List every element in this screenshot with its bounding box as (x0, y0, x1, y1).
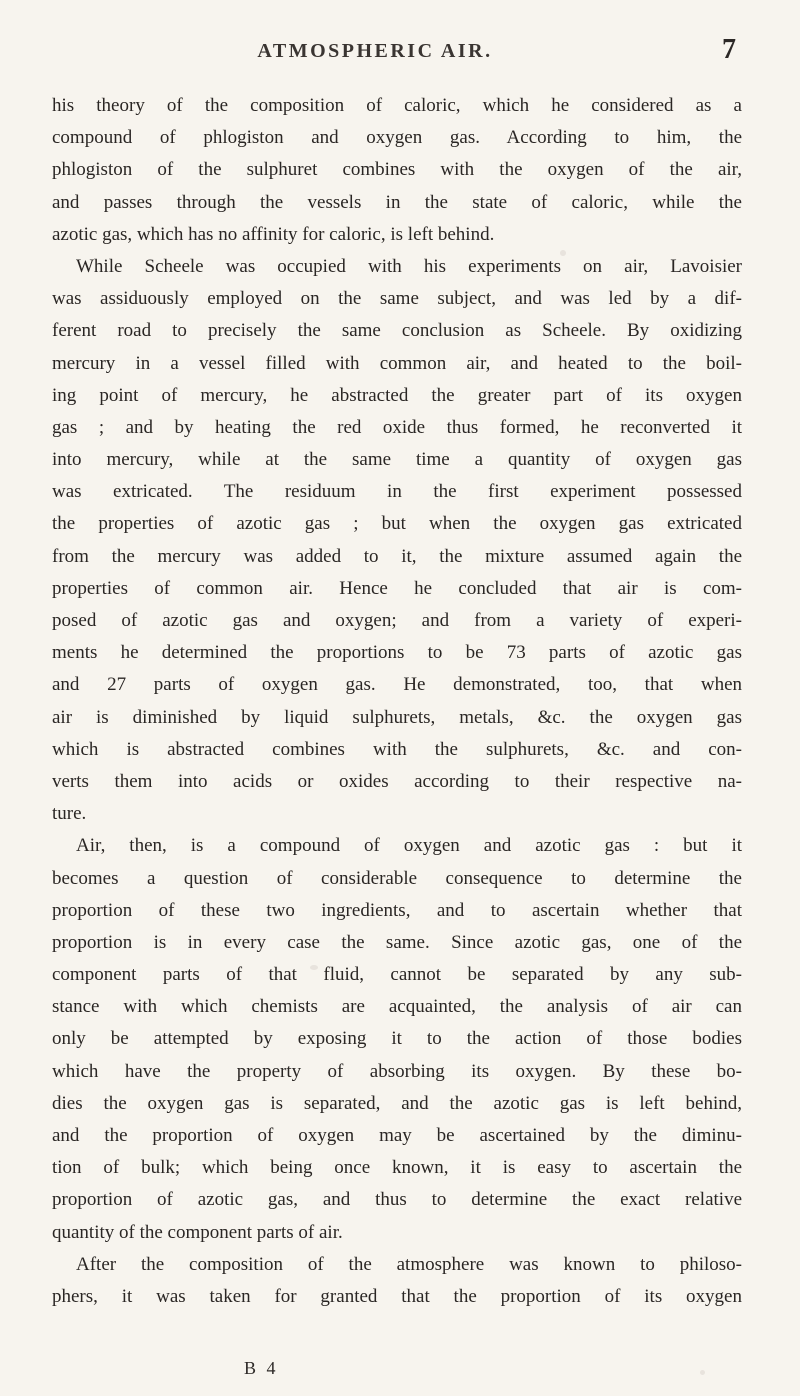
text-line: his theory of the composition of caloric, which he considered as a (52, 95, 742, 116)
text-line: quantity of the component parts of air. (52, 1221, 343, 1243)
text-line: was assiduously employed on the same subject, and was led by a dif- (52, 288, 742, 310)
text-line: proportion of azotic gas, and thus to determine the exact relative (52, 1189, 742, 1211)
text-line: which is abstracted combines with the sulphurets, &c. and con- (52, 738, 742, 760)
text-line: proportion of these two ingredients, and to ascertain whether that (52, 899, 742, 921)
running-title: ATMOSPHERIC AIR. (257, 40, 493, 62)
text-line: ferent road to precisely the same conclusion as Scheele. By oxidizing (52, 320, 742, 342)
body-text (52, 90, 742, 1313)
text-line: was extricated. The residuum in the first experiment possessed (52, 481, 742, 503)
text-line: mercury in a vessel filled with common air, and heated to the boil- (52, 352, 742, 374)
text-line: and passes through the vessels in the state of caloric, while the (52, 191, 742, 213)
text-line: While Scheele was occupied with his experiments on air, Lavoisier (76, 255, 742, 277)
text-line: Air, then, is a compound of oxygen and azotic gas : but it (76, 835, 742, 857)
text-line: properties of common air. Hence he concluded that air is com- (52, 577, 742, 599)
text-line: After the composition of the atmosphere was known to philoso- (76, 1253, 742, 1275)
text-line: posed of azotic gas and oxygen; and from a variety of experi- (52, 610, 742, 631)
text-line: from the mercury was added to it, the mixture assumed again the (52, 545, 742, 567)
signature-mark: B 4 (244, 1358, 279, 1378)
text-line: ing point of mercury, he abstracted the greater part of its oxygen (52, 384, 742, 406)
text-line: air is diminished by liquid sulphurets, metals, &c. the oxygen gas (52, 706, 742, 728)
text-line: only be attempted by exposing it to the action of those bodies (52, 1028, 742, 1050)
paper-blemish (560, 250, 566, 256)
text-line: component parts of that fluid, cannot be separated by any sub- (52, 964, 742, 986)
text-line: verts them into acids or oxides according to their respective na- (52, 770, 742, 792)
text-line: gas ; and by heating the red oxide thus formed, he reconverted it (52, 416, 742, 438)
text-line: proportion is in every case the same. Since azotic gas, one of the (52, 931, 742, 953)
text-line: azotic gas, which has no affinity for caloric, is left behind. (52, 223, 495, 245)
page-number: 7 (722, 34, 736, 65)
text-line: stance with which chemists are acquainted, the analysis of air can (52, 996, 742, 1018)
text-line: the properties of azotic gas ; but when the oxygen gas extricated (52, 513, 742, 535)
text-line: which have the property of absorbing its oxygen. By these bo- (52, 1060, 742, 1082)
text-line: into mercury, while at the same time a quantity of oxygen gas (52, 449, 742, 471)
text-line: compound of phlogiston and oxygen gas. According to him, the (52, 127, 742, 149)
text-line: becomes a question of considerable consequence to determine the (52, 867, 742, 889)
paper-blemish (700, 1370, 705, 1375)
text-line: dies the oxygen gas is separated, and the azotic gas is left behind, (52, 1092, 742, 1114)
text-line: and the proportion of oxygen may be ascertained by the diminu- (52, 1125, 742, 1146)
text-line: ture. (52, 803, 87, 825)
text-line: ments he determined the proportions to be 73 parts of azotic gas (52, 642, 742, 664)
text-line: phlogiston of the sulphuret combines with the oxygen of the air, (52, 159, 742, 181)
paper-blemish (310, 965, 318, 970)
text-line: and 27 parts of oxygen gas. He demonstrated, too, that when (52, 674, 742, 696)
text-line: phers, it was taken for granted that the proportion of its oxygen (52, 1285, 742, 1307)
text-line: tion of bulk; which being once known, it is easy to ascertain the (52, 1157, 742, 1179)
